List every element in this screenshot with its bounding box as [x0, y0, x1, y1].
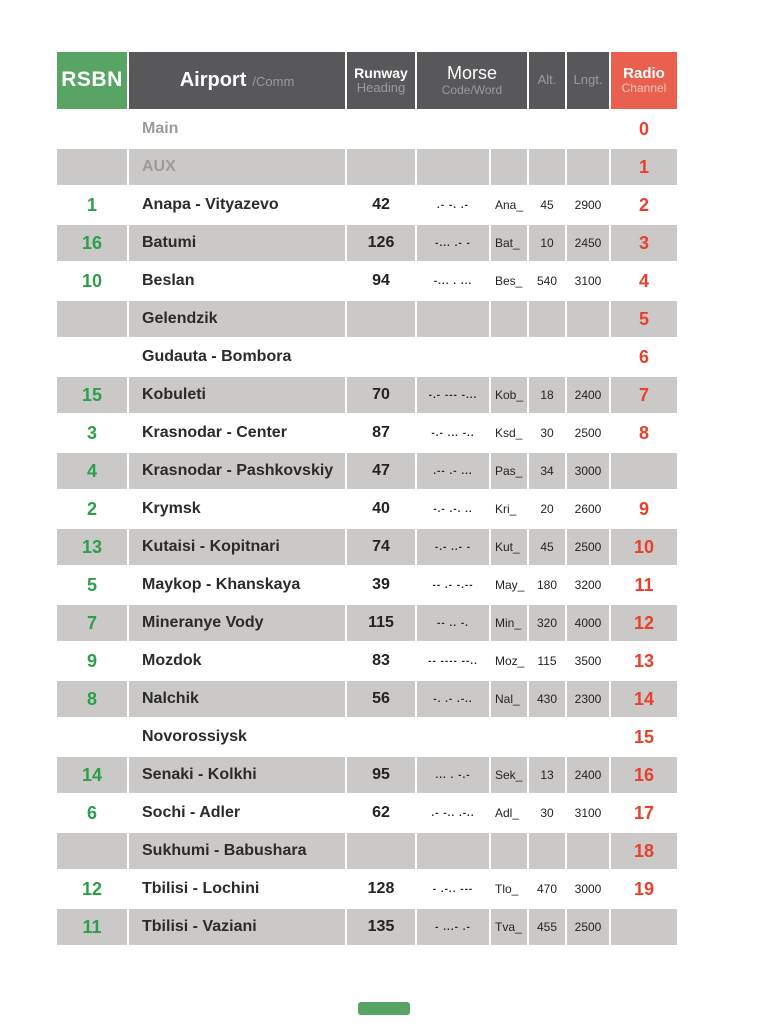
- table-row: [57, 681, 677, 717]
- morse-code: - ...- .-: [417, 909, 489, 945]
- table-row: [57, 187, 677, 223]
- airport-name: Batumi: [129, 225, 345, 261]
- header-morse-sublabel: Code/Word: [441, 82, 503, 97]
- runway-heading: 94: [347, 263, 415, 299]
- table-row: [57, 301, 677, 337]
- radio-channel-number: [611, 453, 677, 489]
- table-row: [57, 339, 677, 375]
- rsbn-number: 1: [57, 187, 127, 223]
- airport-name: Gudauta - Bombora: [129, 339, 345, 375]
- runway-length: 2500: [567, 529, 609, 565]
- rsbn-number: 9: [57, 643, 127, 679]
- airport-name: Maykop - Khanskaya: [129, 567, 345, 603]
- airport-name: Senaki - Kolkhi: [129, 757, 345, 793]
- rsbn-number: 16: [57, 225, 127, 261]
- header-alt-label: Alt.: [537, 72, 557, 88]
- altitude-value: [529, 833, 565, 869]
- morse-word: May_: [491, 567, 527, 603]
- morse-word: [491, 149, 527, 185]
- radio-channel-number: 16: [611, 757, 677, 793]
- morse-code: [417, 301, 489, 337]
- header-radio-channel: [611, 52, 677, 109]
- morse-code: -. .- .-..: [417, 681, 489, 717]
- airport-name: AUX: [129, 149, 345, 185]
- table-row: [57, 719, 677, 755]
- radio-channel-number: [611, 909, 677, 945]
- airport-name: Novorossiysk: [129, 719, 345, 755]
- runway-length: 3200: [567, 567, 609, 603]
- runway-length: 3100: [567, 263, 609, 299]
- morse-code: -.- .-. ..: [417, 491, 489, 527]
- radio-channel-number: 1: [611, 149, 677, 185]
- rsbn-number: 15: [57, 377, 127, 413]
- runway-length: 4000: [567, 605, 609, 641]
- radio-channel-number: 7: [611, 377, 677, 413]
- rsbn-number: [57, 339, 127, 375]
- runway-length: 2450: [567, 225, 609, 261]
- runway-length: [567, 833, 609, 869]
- table-row: [57, 643, 677, 679]
- table-body: [57, 111, 677, 945]
- morse-code: -- ---- --..: [417, 643, 489, 679]
- runway-heading: [347, 111, 415, 147]
- radio-channel-number: 14: [611, 681, 677, 717]
- table-row: [57, 149, 677, 185]
- airport-name: Krasnodar - Center: [129, 415, 345, 451]
- radio-channel-number: 18: [611, 833, 677, 869]
- altitude-value: 540: [529, 263, 565, 299]
- morse-code: [417, 719, 489, 755]
- rsbn-number: 11: [57, 909, 127, 945]
- header-airport: [129, 52, 345, 109]
- rsbn-number: 6: [57, 795, 127, 831]
- morse-word: Tlo_: [491, 871, 527, 907]
- altitude-value: 18: [529, 377, 565, 413]
- table-row: [57, 605, 677, 641]
- table-row: [57, 909, 677, 945]
- airport-name: Sukhumi - Babushara: [129, 833, 345, 869]
- runway-heading: 126: [347, 225, 415, 261]
- altitude-value: 13: [529, 757, 565, 793]
- airport-name: Beslan: [129, 263, 345, 299]
- radio-channel-number: 17: [611, 795, 677, 831]
- runway-length: 3000: [567, 871, 609, 907]
- runway-length: [567, 149, 609, 185]
- runway-heading: 70: [347, 377, 415, 413]
- runway-length: [567, 301, 609, 337]
- morse-code: - .-.. ---: [417, 871, 489, 907]
- table-row: [57, 415, 677, 451]
- airport-name: Tbilisi - Vaziani: [129, 909, 345, 945]
- runway-length: [567, 339, 609, 375]
- altitude-value: [529, 111, 565, 147]
- morse-code: -- .- -.--: [417, 567, 489, 603]
- morse-word: Pas_: [491, 453, 527, 489]
- radio-channel-number: 4: [611, 263, 677, 299]
- rsbn-number: 3: [57, 415, 127, 451]
- morse-word: Kob_: [491, 377, 527, 413]
- airport-name: Mineranye Vody: [129, 605, 345, 641]
- airport-name: Gelendzik: [129, 301, 345, 337]
- altitude-value: 470: [529, 871, 565, 907]
- radio-channel-number: 13: [611, 643, 677, 679]
- header-morse-label: Morse: [446, 63, 497, 84]
- radio-channel-number: 3: [611, 225, 677, 261]
- rsbn-number: 2: [57, 491, 127, 527]
- morse-code: -- .. -.: [417, 605, 489, 641]
- morse-code: .- -.. .-..: [417, 795, 489, 831]
- altitude-value: 455: [529, 909, 565, 945]
- morse-code: -... .- -: [417, 225, 489, 261]
- runway-heading: 128: [347, 871, 415, 907]
- morse-word: [491, 833, 527, 869]
- runway-heading: 83: [347, 643, 415, 679]
- runway-length: [567, 111, 609, 147]
- airport-name: Nalchik: [129, 681, 345, 717]
- header-alt: [529, 52, 565, 109]
- table-row: [57, 491, 677, 527]
- header-runway-label: Runway: [354, 64, 408, 81]
- morse-code: -.- ..- -: [417, 529, 489, 565]
- runway-length: 2300: [567, 681, 609, 717]
- header-radio-sublabel: Channel: [621, 81, 667, 96]
- rsbn-number: 4: [57, 453, 127, 489]
- altitude-value: 180: [529, 567, 565, 603]
- morse-code: [417, 833, 489, 869]
- runway-heading: [347, 719, 415, 755]
- radio-channel-number: 11: [611, 567, 677, 603]
- radio-channel-number: 6: [611, 339, 677, 375]
- rsbn-number: 8: [57, 681, 127, 717]
- morse-code: -.- ... -..: [417, 415, 489, 451]
- header-rsbn: [57, 52, 127, 109]
- morse-word: Sek_: [491, 757, 527, 793]
- morse-word: Min_: [491, 605, 527, 641]
- rsbn-number: 10: [57, 263, 127, 299]
- table-row: [57, 377, 677, 413]
- table-row: [57, 225, 677, 261]
- altitude-value: 115: [529, 643, 565, 679]
- altitude-value: 320: [529, 605, 565, 641]
- runway-length: 2400: [567, 757, 609, 793]
- runway-length: [567, 719, 609, 755]
- morse-word: Ksd_: [491, 415, 527, 451]
- altitude-value: 430: [529, 681, 565, 717]
- rsbn-number: 7: [57, 605, 127, 641]
- morse-word: Kut_: [491, 529, 527, 565]
- header-runway-sublabel: Heading: [356, 80, 406, 96]
- header-lngt: [567, 52, 609, 109]
- rsbn-number: 14: [57, 757, 127, 793]
- radio-channel-number: 8: [611, 415, 677, 451]
- runway-length: 2600: [567, 491, 609, 527]
- altitude-value: [529, 149, 565, 185]
- runway-length: 3100: [567, 795, 609, 831]
- altitude-value: 30: [529, 795, 565, 831]
- airport-name: Kobuleti: [129, 377, 345, 413]
- morse-word: Adl_: [491, 795, 527, 831]
- altitude-value: 20: [529, 491, 565, 527]
- runway-length: 2500: [567, 909, 609, 945]
- header-lngt-label: Lngt.: [573, 72, 603, 88]
- radio-channel-number: 5: [611, 301, 677, 337]
- rsbn-channels-table: [57, 52, 677, 947]
- morse-code: -... . ...: [417, 263, 489, 299]
- table-row: [57, 111, 677, 147]
- morse-word: Ana_: [491, 187, 527, 223]
- rsbn-number: 13: [57, 529, 127, 565]
- altitude-value: 45: [529, 529, 565, 565]
- table-row: [57, 263, 677, 299]
- runway-heading: 56: [347, 681, 415, 717]
- radio-channel-number: 9: [611, 491, 677, 527]
- runway-heading: [347, 149, 415, 185]
- runway-heading: 40: [347, 491, 415, 527]
- morse-word: [491, 111, 527, 147]
- morse-word: Nal_: [491, 681, 527, 717]
- header-morse: [417, 52, 527, 109]
- morse-code: .- -. .-: [417, 187, 489, 223]
- header-radio-label: Radio: [623, 64, 665, 82]
- page-indicator-bar: [358, 1002, 410, 1015]
- header-runway: [347, 52, 415, 109]
- table-row: [57, 757, 677, 793]
- table-row: [57, 567, 677, 603]
- airport-name: Krymsk: [129, 491, 345, 527]
- altitude-value: 30: [529, 415, 565, 451]
- runway-heading: 62: [347, 795, 415, 831]
- radio-channel-number: 15: [611, 719, 677, 755]
- radio-channel-number: 19: [611, 871, 677, 907]
- runway-length: 2900: [567, 187, 609, 223]
- runway-length: 3000: [567, 453, 609, 489]
- runway-heading: 87: [347, 415, 415, 451]
- altitude-value: [529, 301, 565, 337]
- morse-word: [491, 339, 527, 375]
- rsbn-number: [57, 111, 127, 147]
- altitude-value: [529, 719, 565, 755]
- altitude-value: 45: [529, 187, 565, 223]
- table-header-row: [57, 52, 677, 109]
- altitude-value: [529, 339, 565, 375]
- airport-name: Anapa - Vityazevo: [129, 187, 345, 223]
- radio-channel-number: 0: [611, 111, 677, 147]
- radio-channel-number: 12: [611, 605, 677, 641]
- runway-heading: 39: [347, 567, 415, 603]
- runway-length: 2400: [567, 377, 609, 413]
- rsbn-number: 12: [57, 871, 127, 907]
- table-row: [57, 453, 677, 489]
- runway-heading: 135: [347, 909, 415, 945]
- runway-heading: 42: [347, 187, 415, 223]
- airport-name: Main: [129, 111, 345, 147]
- morse-code: .-- .- ...: [417, 453, 489, 489]
- morse-word: Bes_: [491, 263, 527, 299]
- morse-code: [417, 111, 489, 147]
- runway-heading: [347, 833, 415, 869]
- table-row: [57, 795, 677, 831]
- rsbn-number: [57, 301, 127, 337]
- airport-name: Mozdok: [129, 643, 345, 679]
- rsbn-number: [57, 833, 127, 869]
- runway-heading: 47: [347, 453, 415, 489]
- header-airport-sublabel: /Comm: [252, 74, 295, 89]
- radio-channel-number: 2: [611, 187, 677, 223]
- airport-name: Krasnodar - Pashkovskiy: [129, 453, 345, 489]
- morse-code: ... . -.-: [417, 757, 489, 793]
- morse-code: [417, 339, 489, 375]
- radio-channel-number: 10: [611, 529, 677, 565]
- runway-heading: 95: [347, 757, 415, 793]
- table-row: [57, 871, 677, 907]
- runway-length: 2500: [567, 415, 609, 451]
- header-rsbn-label: RSBN: [61, 68, 123, 92]
- runway-heading: [347, 339, 415, 375]
- morse-code: [417, 149, 489, 185]
- airport-name: Kutaisi - Kopitnari: [129, 529, 345, 565]
- runway-heading: 115: [347, 605, 415, 641]
- header-airport-label: Airport: [179, 69, 247, 91]
- morse-word: Tva_: [491, 909, 527, 945]
- morse-word: Bat_: [491, 225, 527, 261]
- runway-heading: [347, 301, 415, 337]
- runway-heading: 74: [347, 529, 415, 565]
- runway-length: 3500: [567, 643, 609, 679]
- morse-word: [491, 301, 527, 337]
- airport-name: Tbilisi - Lochini: [129, 871, 345, 907]
- morse-word: Kri_: [491, 491, 527, 527]
- airport-name: Sochi - Adler: [129, 795, 345, 831]
- rsbn-number: 5: [57, 567, 127, 603]
- table-row: [57, 833, 677, 869]
- morse-code: -.- --- -...: [417, 377, 489, 413]
- table-row: [57, 529, 677, 565]
- morse-word: Moz_: [491, 643, 527, 679]
- morse-word: [491, 719, 527, 755]
- altitude-value: 10: [529, 225, 565, 261]
- rsbn-number: [57, 719, 127, 755]
- altitude-value: 34: [529, 453, 565, 489]
- rsbn-number: [57, 149, 127, 185]
